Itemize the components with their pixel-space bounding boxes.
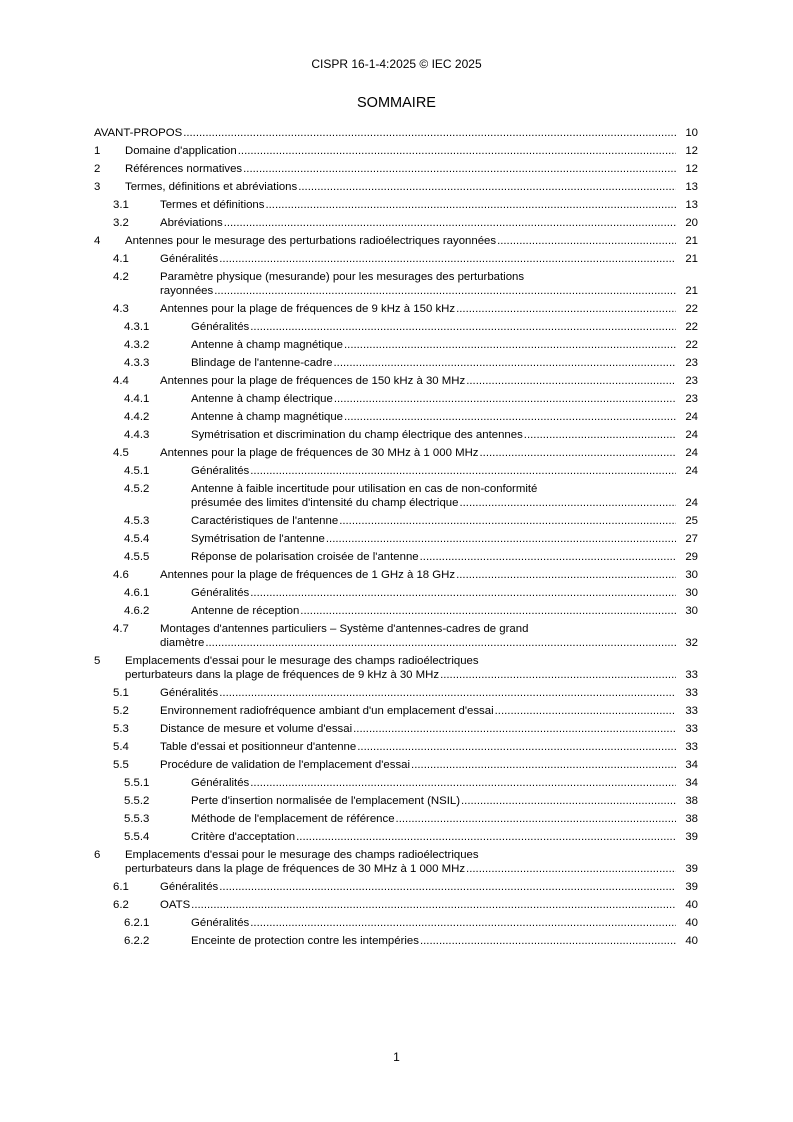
toc-entry-page: 30 (685, 587, 698, 599)
dot-leader (205, 636, 676, 650)
toc-entry[interactable] (94, 392, 698, 406)
page-number: 1 (393, 1050, 400, 1064)
toc-entry-page: 34 (685, 777, 698, 789)
toc-entry-number: 4.5 (113, 447, 129, 459)
toc-entry-title: Généralités (191, 917, 250, 929)
toc-entry-title: Généralités (160, 687, 219, 699)
dot-leader (440, 668, 676, 682)
toc-entry-page: 33 (685, 723, 698, 735)
dot-leader (300, 604, 676, 618)
dot-leader (224, 216, 676, 230)
toc-entry-page: 40 (685, 899, 698, 911)
toc-entry-title: Environnement radiofréquence ambiant d'un emplacement d'essai (160, 705, 494, 717)
toc-entry-title: Antennes pour la plage de fréquences de 150 kHz à 30 MHz (160, 375, 466, 387)
dot-leader (456, 568, 676, 582)
toc-entry-number: 4.3.3 (124, 357, 150, 369)
toc-entry-page: 38 (685, 813, 698, 825)
dot-leader (353, 722, 676, 736)
toc-entry-page: 39 (685, 863, 698, 875)
toc-entry-number: 4.4.3 (124, 429, 150, 441)
toc-entry[interactable] (94, 740, 698, 754)
toc-entry-title: Généralités (160, 881, 219, 893)
toc-entry-page: 24 (685, 447, 698, 459)
toc-entry-page: 34 (685, 759, 698, 771)
table-of-contents (94, 126, 698, 952)
toc-entry-page: 13 (685, 199, 698, 211)
toc-entry-page: 40 (685, 917, 698, 929)
toc-entry[interactable] (94, 320, 698, 334)
toc-entry[interactable] (94, 198, 698, 212)
toc-entry[interactable] (94, 898, 698, 912)
toc-entry-title: Critère d'acceptation (191, 831, 296, 843)
dot-leader (357, 740, 676, 754)
toc-entry-title: rayonnées (160, 285, 214, 297)
toc-entry-number: 3 (94, 181, 101, 193)
toc-entry[interactable] (94, 252, 698, 266)
toc-entry-page: 24 (685, 411, 698, 423)
toc-entry-page: 23 (685, 357, 698, 369)
toc-entry[interactable] (94, 604, 698, 618)
toc-entry-page: 22 (685, 339, 698, 351)
toc-entry-number: 6.1 (113, 881, 129, 893)
page-title: SOMMAIRE (357, 95, 436, 111)
toc-entry-title: Antennes pour la plage de fréquences de 30 MHz à 1 000 MHz (160, 447, 479, 459)
dot-leader (250, 464, 676, 478)
toc-entry[interactable] (94, 916, 698, 930)
toc-entry-title: Antenne à champ électrique (191, 393, 333, 405)
toc-entry-page: 12 (685, 145, 698, 157)
toc-entry-page: 21 (685, 285, 698, 297)
dot-leader (219, 686, 676, 700)
toc-entry[interactable] (94, 568, 698, 582)
toc-entry-title: Antenne à champ magnétique (191, 411, 343, 423)
dot-leader (459, 496, 676, 510)
toc-entry-title: Blindage de l'antenne-cadre (191, 357, 333, 369)
toc-entry-title: Distance de mesure et volume d'essai (160, 723, 353, 735)
toc-entry[interactable] (94, 126, 698, 140)
dot-leader (524, 428, 676, 442)
toc-entry[interactable] (94, 410, 698, 424)
toc-entry[interactable] (94, 482, 698, 510)
toc-entry-title: Généralités (191, 321, 250, 333)
toc-entry-number: 5.5.3 (124, 813, 150, 825)
toc-entry-page: 12 (685, 163, 698, 175)
toc-entry-page: 23 (685, 375, 698, 387)
toc-entry-page: 39 (685, 831, 698, 843)
toc-entry-page: 22 (685, 321, 698, 333)
toc-entry-page: 32 (685, 637, 698, 649)
dot-leader (411, 758, 676, 772)
toc-entry-page: 30 (685, 569, 698, 581)
toc-entry-title: Généralités (191, 777, 250, 789)
toc-entry-title: Antenne de réception (191, 605, 300, 617)
toc-entry-number: 5.5.4 (124, 831, 150, 843)
dot-leader (466, 862, 676, 876)
toc-entry[interactable] (94, 446, 698, 460)
toc-entry-number: 4.1 (113, 253, 129, 265)
toc-entry-number: 4.3.2 (124, 339, 150, 351)
toc-entry-number: 4.3.1 (124, 321, 150, 333)
dot-leader (396, 812, 676, 826)
toc-entry-number: 4.3 (113, 303, 129, 315)
toc-entry-title: Perte d'insertion normalisée de l'emplacement (NSIL) (191, 795, 460, 807)
toc-entry-title: Symétrisation de l'antenne (191, 533, 325, 545)
toc-entry-number: 4.6 (113, 569, 129, 581)
dot-leader (344, 410, 676, 424)
toc-entry-title: présumée des limites d'intensité du champ électrique (191, 497, 459, 509)
toc-entry-page: 13 (685, 181, 698, 193)
toc-entry-title: Antenne à faible incertitude pour utilisation en cas de non-conformité (191, 483, 538, 495)
toc-entry[interactable] (94, 338, 698, 352)
toc-entry-number: 5.4 (113, 741, 129, 753)
toc-entry-title: Antenne à champ magnétique (191, 339, 343, 351)
toc-entry-number: 5 (94, 655, 101, 667)
toc-entry[interactable] (94, 162, 698, 176)
toc-entry-number: 4.6.1 (124, 587, 150, 599)
toc-entry-title: Généralités (191, 587, 250, 599)
toc-entry-title: Méthode de l'emplacement de référence (191, 813, 395, 825)
toc-entry-number: 4.5.4 (124, 533, 150, 545)
toc-entry-number: 5.5 (113, 759, 129, 771)
toc-entry-page: 30 (685, 605, 698, 617)
dot-leader (420, 550, 676, 564)
toc-entry[interactable] (94, 270, 698, 298)
toc-entry-number: 5.5.2 (124, 795, 150, 807)
toc-entry[interactable] (94, 812, 698, 826)
toc-entry[interactable] (94, 514, 698, 528)
toc-entry-number: 4.6.2 (124, 605, 150, 617)
dot-leader (495, 704, 676, 718)
dot-leader (243, 162, 676, 176)
toc-entry[interactable] (94, 934, 698, 948)
toc-entry-number: 5.5.1 (124, 777, 150, 789)
toc-entry[interactable] (94, 550, 698, 564)
toc-entry-title: Antennes pour la plage de fréquences de 1 GHz à 18 GHz (160, 569, 456, 581)
toc-entry-number: 4.5.2 (124, 483, 150, 495)
toc-entry-number: 6.2 (113, 899, 129, 911)
toc-entry-number: 4.5.3 (124, 515, 150, 527)
toc-entry[interactable] (94, 848, 698, 876)
toc-entry-page: 38 (685, 795, 698, 807)
toc-entry[interactable] (94, 880, 698, 894)
dot-leader (250, 320, 676, 334)
toc-entry-page: 33 (685, 741, 698, 753)
dot-leader (219, 252, 676, 266)
toc-entry-page: 22 (685, 303, 698, 315)
dot-leader (480, 446, 676, 460)
dot-leader (456, 302, 676, 316)
toc-entry-number: 4.2 (113, 271, 129, 283)
dot-leader (461, 794, 676, 808)
dot-leader (296, 830, 676, 844)
toc-entry-page: 21 (685, 235, 698, 247)
dot-leader (344, 338, 676, 352)
toc-entry-title: Enceinte de protection contre les intempéries (191, 935, 419, 947)
dot-leader (250, 776, 676, 790)
dot-leader (183, 126, 676, 140)
toc-entry[interactable] (94, 532, 698, 546)
toc-entry-number: 4.4 (113, 375, 129, 387)
dot-leader (191, 898, 676, 912)
toc-entry-page: 25 (685, 515, 698, 527)
toc-entry-title: Antennes pour la plage de fréquences de 9 kHz à 150 kHz (160, 303, 456, 315)
toc-entry-number: 4.7 (113, 623, 129, 635)
toc-entry-page: 39 (685, 881, 698, 893)
toc-entry-title: Généralités (160, 253, 219, 265)
toc-entry-title: Termes et définitions (160, 199, 265, 211)
dot-leader (334, 392, 676, 406)
toc-entry-number: 5.1 (113, 687, 129, 699)
toc-entry[interactable] (94, 622, 698, 650)
toc-entry-page: 29 (685, 551, 698, 563)
toc-entry-title: Antennes pour le mesurage des perturbations radioélectriques rayonnées (125, 235, 497, 247)
toc-entry[interactable] (94, 428, 698, 442)
toc-entry-page: 33 (685, 687, 698, 699)
dot-leader (466, 374, 676, 388)
toc-entry-title: Abréviations (160, 217, 223, 229)
toc-entry[interactable] (94, 234, 698, 248)
toc-entry-number: 5.3 (113, 723, 129, 735)
dot-leader (420, 934, 676, 948)
toc-entry-page: 33 (685, 669, 698, 681)
toc-entry-title: AVANT-PROPOS (94, 127, 183, 139)
toc-entry[interactable] (94, 586, 698, 600)
toc-entry-title: Montages d'antennes particuliers – Système d'antennes-cadres de grand (160, 623, 529, 635)
toc-entry[interactable] (94, 830, 698, 844)
dot-leader (250, 586, 676, 600)
toc-entry-title: Symétrisation et discrimination du champ électrique des antennes (191, 429, 523, 441)
toc-entry-title: Emplacements d'essai pour le mesurage des champs radioélectriques (125, 655, 479, 667)
toc-entry-number: 6 (94, 849, 101, 861)
toc-entry-page: 20 (685, 217, 698, 229)
toc-entry-number: 5.2 (113, 705, 129, 717)
dot-leader (326, 532, 676, 546)
toc-entry-title: diamètre (160, 637, 205, 649)
toc-entry-title: OATS (160, 899, 191, 911)
toc-entry-title: Réponse de polarisation croisée de l'antenne (191, 551, 419, 563)
toc-entry-title: Table d'essai et positionneur d'antenne (160, 741, 357, 753)
toc-entry-page: 24 (685, 497, 698, 509)
toc-entry[interactable] (94, 464, 698, 478)
toc-entry[interactable] (94, 686, 698, 700)
dot-leader (298, 180, 676, 194)
toc-entry-page: 27 (685, 533, 698, 545)
toc-entry-number: 3.1 (113, 199, 129, 211)
toc-entry[interactable] (94, 776, 698, 790)
toc-entry-title: Caractéristiques de l'antenne (191, 515, 339, 527)
toc-entry-title: Généralités (191, 465, 250, 477)
toc-entry[interactable] (94, 794, 698, 808)
toc-entry-number: 4 (94, 235, 101, 247)
toc-entry[interactable] (94, 216, 698, 230)
dot-leader (214, 284, 676, 298)
toc-entry-page: 21 (685, 253, 698, 265)
toc-entry-title: Paramètre physique (mesurande) pour les mesurages des perturbations (160, 271, 525, 283)
toc-entry-number: 4.4.1 (124, 393, 150, 405)
toc-entry-page: 40 (685, 935, 698, 947)
toc-entry-title: Procédure de validation de l'emplacement d'essai (160, 759, 411, 771)
toc-entry-number: 4.5.5 (124, 551, 150, 563)
toc-entry-page: 10 (685, 127, 698, 139)
page-header: CISPR 16-1-4:2025 © IEC 2025 (311, 57, 482, 71)
toc-entry-title: perturbateurs dans la plage de fréquences de 9 kHz à 30 MHz (125, 669, 440, 681)
toc-entry-page: 24 (685, 465, 698, 477)
toc-entry[interactable] (94, 722, 698, 736)
toc-entry-page: 24 (685, 429, 698, 441)
dot-leader (219, 880, 676, 894)
toc-entry[interactable] (94, 704, 698, 718)
dot-leader (497, 234, 676, 248)
dot-leader (265, 198, 676, 212)
toc-entry-number: 4.4.2 (124, 411, 150, 423)
toc-entry-number: 3.2 (113, 217, 129, 229)
toc-entry-title: Emplacements d'essai pour le mesurage des champs radioélectriques (125, 849, 479, 861)
toc-entry[interactable] (94, 180, 698, 194)
toc-entry[interactable] (94, 356, 698, 370)
toc-entry-page: 33 (685, 705, 698, 717)
toc-entry-number: 6.2.1 (124, 917, 150, 929)
dot-leader (238, 144, 676, 158)
dot-leader (334, 356, 677, 370)
dot-leader (339, 514, 676, 528)
toc-entry-title: Termes, définitions et abréviations (125, 181, 298, 193)
toc-entry[interactable] (94, 144, 698, 158)
toc-entry-number: 2 (94, 163, 101, 175)
toc-entry-title: Domaine d'application (125, 145, 237, 157)
toc-entry-number: 4.5.1 (124, 465, 150, 477)
toc-entry-page: 23 (685, 393, 698, 405)
toc-entry-number: 1 (94, 145, 101, 157)
toc-entry-title: Références normatives (125, 163, 243, 175)
toc-entry[interactable] (94, 374, 698, 388)
toc-entry-number: 6.2.2 (124, 935, 150, 947)
dot-leader (250, 916, 676, 930)
toc-entry-title: perturbateurs dans la plage de fréquences de 30 MHz à 1 000 MHz (125, 863, 466, 875)
toc-entry[interactable] (94, 302, 698, 316)
toc-entry[interactable] (94, 758, 698, 772)
toc-entry[interactable] (94, 654, 698, 682)
